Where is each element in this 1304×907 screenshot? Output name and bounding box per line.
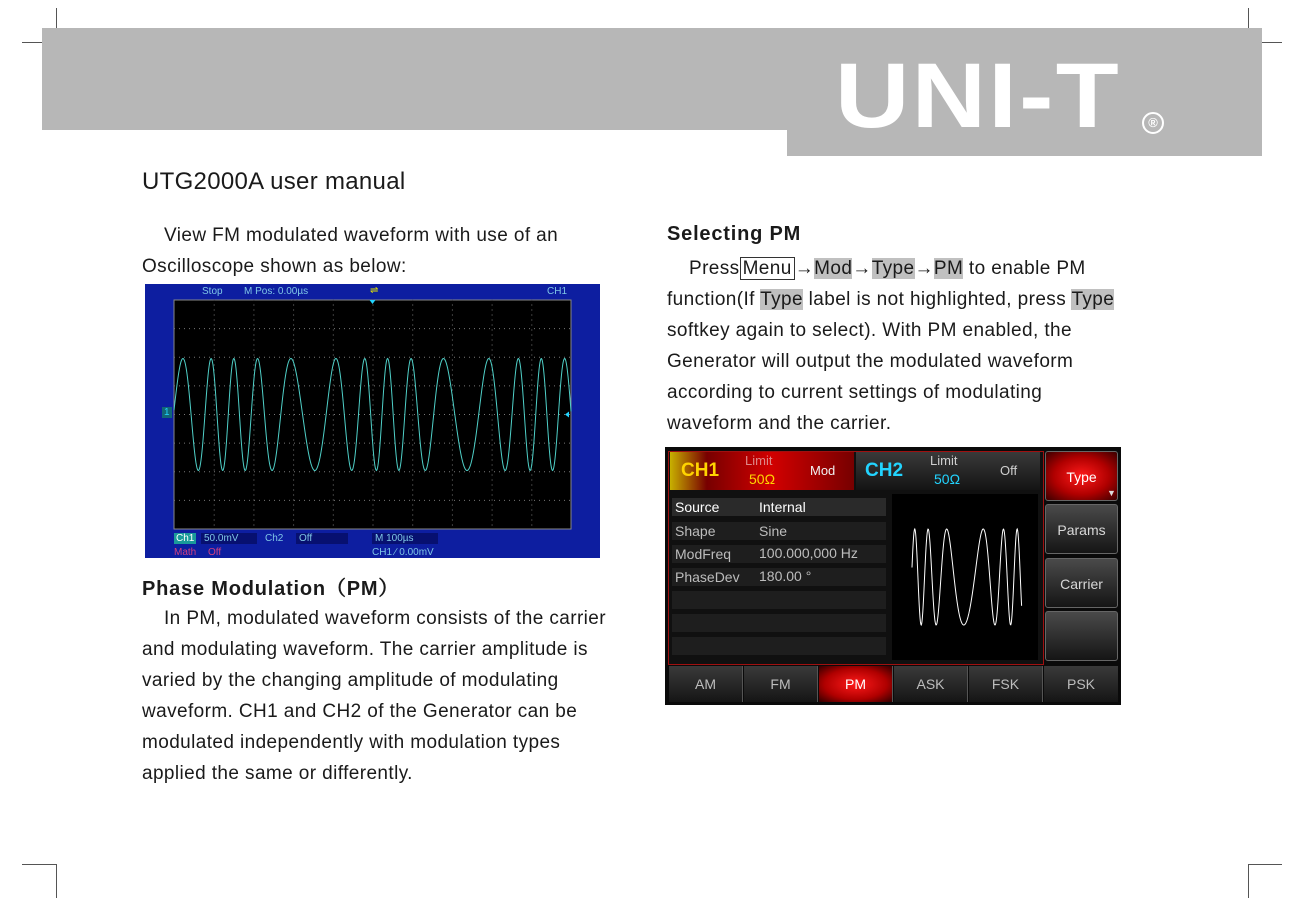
pm-line: modulated independently with modulation types [142, 732, 561, 753]
crop-mark [22, 864, 56, 865]
scope-ch1-label: Ch1 [176, 533, 195, 544]
chevron-down-icon: ▼ [1107, 488, 1116, 498]
pm-line: and modulating waveform. The carrier amplitude is [142, 639, 588, 660]
ch2-mode: Off [1000, 463, 1018, 478]
source-label: Source [675, 499, 720, 515]
mod-key: Mod [814, 258, 853, 279]
param-row-empty [672, 591, 886, 609]
text-line: waveform and the carrier. [667, 413, 892, 434]
registered-mark: ® [1142, 112, 1164, 134]
pm-heading: Phase Modulation（PM） [142, 578, 400, 600]
type-softkey[interactable]: Type [1045, 451, 1118, 501]
source-value: Internal [759, 499, 806, 515]
blank-softkey[interactable] [1045, 611, 1118, 661]
pm-waveform-line [912, 529, 1022, 625]
phasedev-value: 180.00 ° [759, 568, 812, 584]
param-row-empty [672, 614, 886, 632]
menu-key: Menu [740, 257, 795, 280]
text-press: Press [689, 258, 740, 279]
ch2-label: CH2 [865, 460, 904, 481]
tab-pm[interactable]: PM [819, 666, 893, 702]
param-row-empty [672, 637, 886, 655]
scope-ch2-label: Ch2 [265, 533, 284, 544]
tab-psk[interactable]: PSK [1044, 666, 1118, 702]
oscilloscope-screenshot [145, 284, 600, 558]
ch2-impedance: 50Ω [934, 471, 961, 487]
pm-key: PM [933, 258, 964, 279]
modfreq-value: 100.000,000 Hz [759, 545, 858, 561]
scope-marker: 1 [164, 407, 170, 418]
ch1-impedance: 50Ω [749, 471, 776, 487]
modfreq-label: ModFreq [675, 546, 732, 562]
text-line: softkey again to select). With PM enabled, the [667, 320, 1072, 341]
manual-title: UTG2000A user manual [142, 168, 406, 195]
usb-icon: ⇌ [370, 285, 379, 296]
text-line: according to current settings of modulating [667, 382, 1043, 403]
intro-line: View FM modulated waveform with use of an [164, 225, 559, 246]
shape-value: Sine [759, 523, 788, 539]
selecting-pm-heading: Selecting PM [667, 223, 802, 245]
tab-am[interactable]: AM [669, 666, 743, 702]
carrier-softkey[interactable]: Carrier [1045, 558, 1118, 608]
text-line: Generator will output the modulated waveform [667, 351, 1074, 372]
pm-line: waveform. CH1 and CH2 of the Generator can be [142, 701, 578, 722]
scope-ch1-top: CH1 [547, 286, 568, 297]
pm-line: varied by the changing amplitude of modulating [142, 670, 559, 691]
pm-line: In PM, modulated waveform consists of the carrier [164, 608, 606, 629]
scope-math-state: Off [208, 547, 222, 558]
crop-mark [1248, 864, 1282, 865]
crop-mark [1248, 864, 1249, 898]
arrow: → [914, 258, 934, 279]
pm-waveform-graphic [892, 494, 1038, 660]
crop-mark [56, 864, 57, 898]
ch1-mode: Mod [810, 463, 836, 478]
ch2-limit: Limit [930, 453, 958, 468]
intro-text [142, 220, 558, 282]
scope-ch2-state: Off [296, 533, 348, 544]
scope-stop: Stop [202, 286, 223, 297]
text-label: label is not highlighted, press [802, 289, 1072, 310]
ch1-label: CH1 [681, 460, 720, 481]
scope-ch1-volt: 50.0mV [201, 533, 257, 544]
intro-line: Oscilloscope shown as below: [142, 256, 407, 277]
arrow: → [794, 258, 815, 279]
tab-fm[interactable]: FM [744, 666, 818, 702]
brand-logo: UNI-T [835, 45, 1121, 147]
scope-mpos: M Pos: 0.00µs [244, 286, 309, 297]
tab-ask[interactable]: ASK [894, 666, 968, 702]
waveform-preview [892, 494, 1038, 660]
phasedev-label: PhaseDev [675, 569, 740, 585]
scope-trigger: CH1 ∕ 0.00mV [372, 547, 434, 558]
text-function: function(If [667, 289, 761, 310]
text-enable: to enable PM [963, 258, 1086, 279]
type-key: Type [760, 289, 803, 310]
shape-label: Shape [675, 523, 716, 539]
params-softkey[interactable]: Params [1045, 504, 1118, 554]
type-key: Type [871, 258, 915, 279]
oscilloscope-graticule [145, 284, 600, 558]
ch1-limit: Limit [745, 453, 773, 468]
arrow: → [852, 258, 872, 279]
type-key: Type [1071, 289, 1115, 310]
tab-fsk[interactable]: FSK [969, 666, 1043, 702]
scope-timebase: M 100µs [372, 533, 438, 544]
selecting-pm-text [667, 253, 1114, 439]
pm-description [142, 603, 606, 789]
scope-math-label: Math [174, 547, 197, 558]
pm-line: applied the same or differently. [142, 763, 413, 784]
